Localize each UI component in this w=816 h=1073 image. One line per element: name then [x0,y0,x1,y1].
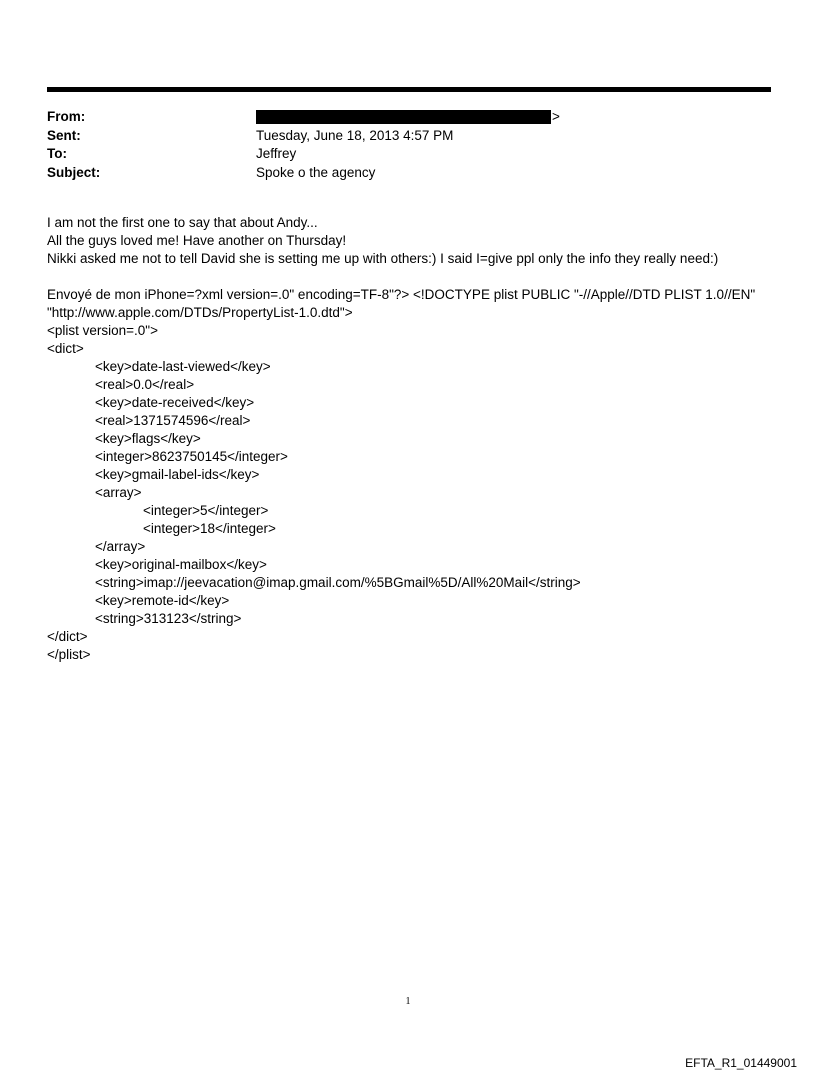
plist-line: </dict> [47,629,88,644]
plist-line: <string>313123</string> [95,611,242,626]
plist-line: <integer>8623750145</integer> [95,449,288,464]
from-row [47,108,771,127]
page-number: 1 [405,996,411,1007]
plist-line: <string>imap://jeevacation@imap.gmail.com/%5BGmail%5D/All%20Mail</string> [95,575,581,590]
message-line: All the guys loved me! Have another on Thursday! [47,233,347,248]
plist-line: <integer>5</integer> [143,503,269,518]
to-row [47,145,771,164]
from-label: From: [47,109,86,124]
to-value: Jeffrey [256,146,297,161]
to-label: To: [47,146,67,161]
email-body [47,214,787,664]
spacer [47,268,787,286]
sent-value: Tuesday, June 18, 2013 4:57 PM [256,127,454,143]
plist-line: Envoyé de mon iPhone=?xml version=.0" encoding=TF-8"?> <!DOCTYPE plist PUBLIC "-//Apple//DTD PLIST 1.0//EN" [47,287,756,302]
plist-line: <dict> [47,341,84,356]
message-line: Nikki asked me not to tell David she is setting me up with others:) I said I=give ppl only the info they really need:) [47,251,719,266]
plist-line: <key>remote-id</key> [95,593,230,608]
plist-line: <integer>18</integer> [143,521,276,536]
bates-number: EFTA_R1_01449001 [685,1056,797,1070]
plist-line: <key>original-mailbox</key> [95,557,267,572]
subject-row [47,164,771,183]
redaction-bar [256,110,551,124]
email-header [47,108,771,182]
sent-row [47,127,771,146]
plist-line: <real>1371574596</real> [95,413,251,428]
subject-value: Spoke o the agency [256,164,376,180]
subject-label: Subject: [47,164,101,180]
plist-line: <real>0.0</real> [95,377,195,392]
plist-line: <key>date-last-viewed</key> [95,359,271,374]
message-line: I am not the first one to say that about Andy... [47,215,318,230]
plist-line: <key>gmail-label-ids</key> [95,467,260,482]
plist-line: <plist version=.0"> [47,323,158,338]
plist-line: "http://www.apple.com/DTDs/PropertyList-1.0.dtd"> [47,305,353,320]
plist-line: <key>date-received</key> [95,395,255,410]
from-value-suffix: > [552,109,560,124]
plist-line: </plist> [47,647,91,662]
sent-label: Sent: [47,127,81,143]
header-divider [47,87,771,92]
plist-line: <array> [95,485,142,500]
plist-line: </array> [95,539,146,554]
plist-line: <key>flags</key> [95,431,201,446]
